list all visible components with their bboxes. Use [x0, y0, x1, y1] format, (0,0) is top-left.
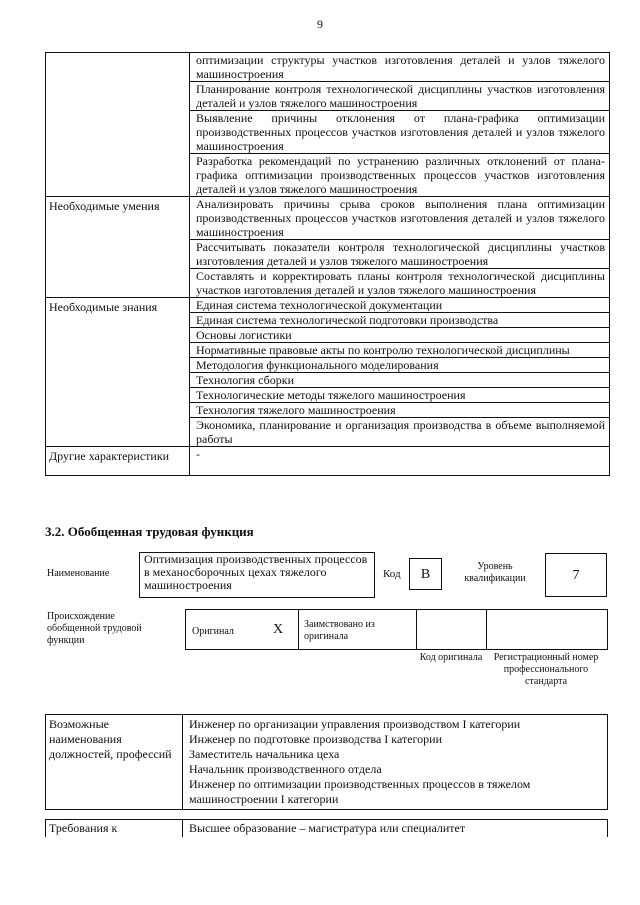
list-item: Анализировать причины срыва сроков выполнения плана оптимизации производственных процессов участков изготовления деталей и узлов тяжелого машиностроения	[190, 197, 609, 240]
list-item: Технологические методы тяжелого машиностроения	[190, 388, 609, 403]
list-item: Основы логистики	[190, 328, 609, 343]
requirements-value: Высшее образование – магистратура или специалитет	[189, 821, 466, 835]
section-title: 3.2. Обобщенная трудовая функция	[45, 524, 254, 539]
table-row	[46, 447, 609, 475]
origin-label: Происхождение обобщенной трудовой функции	[47, 611, 142, 646]
requirements-table	[45, 819, 608, 837]
code-original-cell	[417, 610, 487, 649]
list-item: Нормативные правовые акты по контролю технологической дисциплины	[190, 343, 609, 358]
row-label: Необходимые знания	[46, 298, 190, 446]
list-item: Рассчитывать показатели контроля технологической дисциплины участков изготовления деталей и узлов тяжелого машиностроения	[190, 240, 609, 269]
table-row	[46, 197, 609, 298]
level-label: Уровень квалификации	[464, 561, 526, 584]
list-item: Разработка рекомендаций по устранению различных отклонений от плана-графика оптимизации производственных процессов участков изготовления деталей и узлов тяжелого машиностроения	[196, 154, 605, 196]
list-item: -	[196, 447, 200, 461]
labor-function-table	[45, 52, 610, 476]
list-item: Составлять и корректировать планы контроля технологической дисциплины участков изготовления деталей и узлов тяжелого машиностроения	[196, 269, 605, 297]
row-label: Необходимые умения	[46, 197, 190, 297]
code-value-box: B	[409, 558, 442, 590]
list-item: Выявление причины отклонения от плана-графика оптимизации производственных процессов участков изготовления деталей и узлов тяжелого машиностроения	[190, 111, 609, 154]
row-label	[46, 53, 190, 196]
page-number: 9	[317, 17, 323, 31]
list-item: Экономика, планирование и организация производства в объеме выполняемой работы	[196, 418, 605, 446]
code-original-label: Код оригинала	[419, 652, 483, 663]
borrowed-label: Заимствовано из оригинала	[304, 619, 375, 642]
origin-table	[185, 609, 608, 650]
reg-number-cell	[487, 610, 607, 649]
list-item: оптимизации структуры участков изготовления деталей и узлов тяжелого машиностроения	[190, 53, 609, 82]
list-item: Инженер по оптимизации производственных процессов в тяжелом машиностроении I категории	[189, 777, 531, 806]
list-item: Инженер по организации управления производством I категории	[189, 717, 521, 731]
list-item: Планирование контроля технологической дисциплины участков изготовления деталей и узлов тяжелого машиностроения	[190, 82, 609, 111]
borrowed-cell	[299, 610, 417, 649]
list-item: Технология сборки	[190, 373, 609, 388]
naming-label: Наименование	[47, 568, 110, 579]
original-cell	[186, 610, 299, 649]
list-item: Начальник производственного отдела	[189, 762, 382, 776]
original-mark: X	[273, 622, 284, 637]
table-row	[46, 298, 609, 447]
positions-table	[45, 714, 608, 810]
table-row	[46, 53, 609, 197]
original-label: Оригинал	[192, 626, 234, 637]
level-value-box: 7	[545, 553, 607, 597]
code-label: Код	[383, 568, 401, 580]
positions-label: Возможные наименования должностей, профессий	[46, 715, 183, 809]
requirements-label: Требования к	[46, 820, 183, 837]
list-item: Технология тяжелого машиностроения	[190, 403, 609, 418]
list-item: Методология функционального моделирования	[190, 358, 609, 373]
row-label: Другие характеристики	[46, 447, 190, 475]
list-item: Единая система технологической подготовки производства	[190, 313, 609, 328]
list-item: Заместитель начальника цеха	[189, 747, 340, 761]
list-item: Единая система технологической документации	[190, 298, 609, 313]
function-name-box: Оптимизация производственных процессов в механосборочных цехах тяжелого машиностроения	[139, 552, 375, 598]
reg-number-label: Регистрационный номер профессионального стандарта	[493, 652, 599, 687]
list-item: Инженер по подготовке производства I категории	[189, 732, 443, 746]
